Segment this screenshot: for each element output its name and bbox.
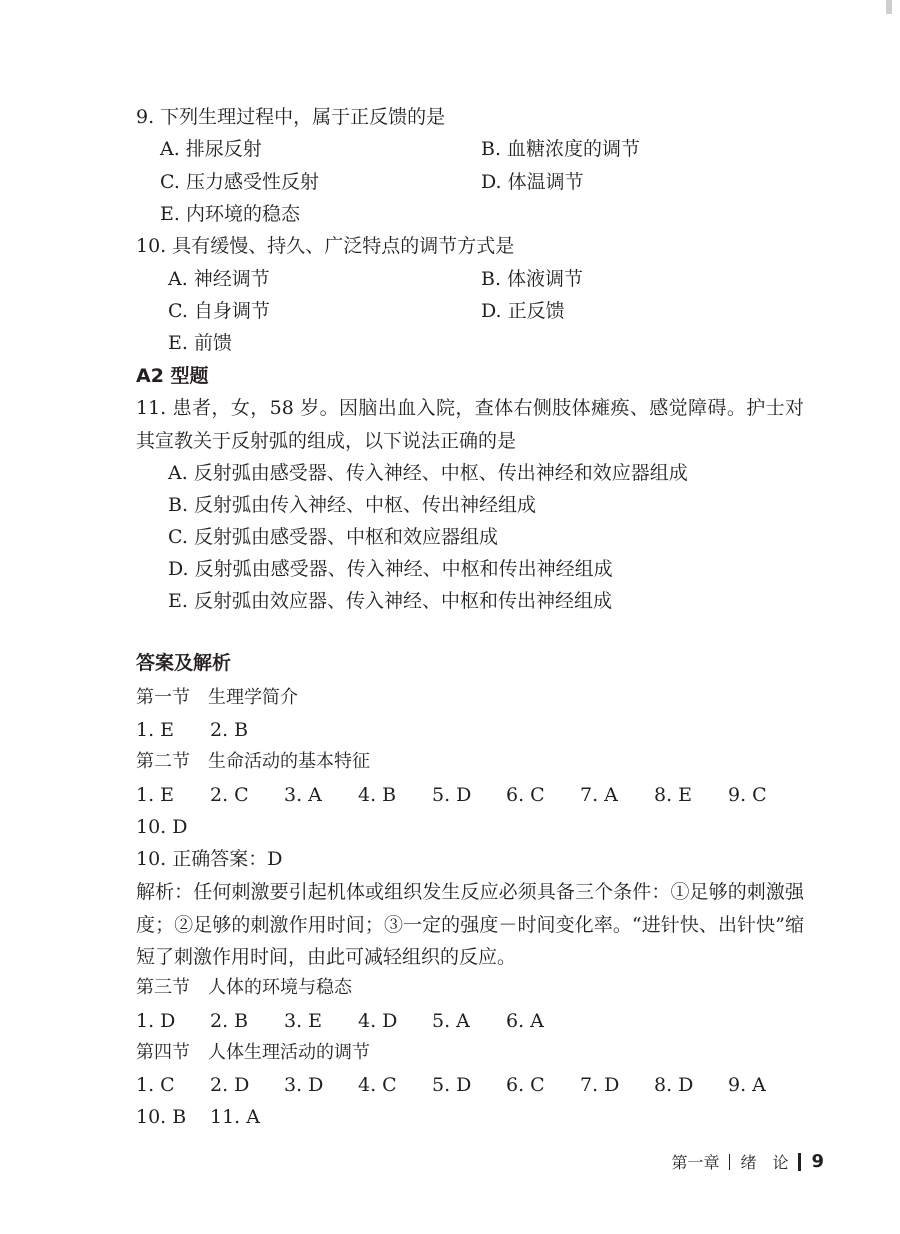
- q10-option-b: B. 体液调节: [481, 268, 584, 290]
- section-2-answers-row-2: [136, 811, 210, 843]
- q9-option-e: E. 内环境的稳态: [160, 203, 300, 225]
- answer-item: 6. C: [506, 1074, 545, 1096]
- q9-option-a: A. 排尿反射: [160, 138, 262, 160]
- answer-item: 7. A: [580, 784, 618, 806]
- q11-option-a: A. 反射弧由感受器、传入神经、中枢、传出神经和效应器组成: [168, 462, 688, 484]
- answer-item: 11. A: [210, 1106, 260, 1128]
- answer-item: 3. E: [284, 1010, 323, 1032]
- section-4-title: 第四节 人体生理活动的调节: [136, 1042, 370, 1063]
- q11-option-b: B. 反射弧由传入神经、中枢、传出神经组成: [168, 494, 537, 516]
- page-number: 9: [811, 1151, 824, 1172]
- section-4-answers-row-1: [136, 1069, 802, 1101]
- answer-item: 2. D: [210, 1074, 250, 1096]
- answer-item: 5. D: [432, 1074, 472, 1096]
- q10-option-d: D. 正反馈: [481, 300, 565, 322]
- answer-item: 5. A: [432, 1010, 470, 1032]
- answer-item: 1. E: [136, 719, 175, 741]
- a2-section-title: A2 型题: [136, 365, 209, 387]
- answers-title: 答案及解析: [136, 652, 232, 674]
- question-11-stem: 11. 患者，女，58 岁。因脑出血入院，查体右侧肢体瘫痪、感觉障碍。护士对其宣教关于反射弧的组成，以下说法正确的是: [136, 397, 804, 452]
- section-1-title: 第一节 生理学简介: [136, 687, 298, 708]
- q11-option-d: D. 反射弧由感受器、传入神经、中枢和传出神经组成: [168, 558, 613, 580]
- answer-item: 2. B: [210, 719, 249, 741]
- q10-option-e: E. 前馈: [168, 332, 232, 354]
- section-1-answers: [136, 714, 284, 746]
- q11-option-e: E. 反射弧由效应器、传入神经、中枢和传出神经组成: [168, 590, 612, 612]
- footer-divider-thick: [798, 1153, 801, 1171]
- q9-option-c: C. 压力感受性反射: [160, 171, 319, 193]
- q9-option-d: D. 体温调节: [481, 171, 584, 193]
- answer-item: 10. D: [136, 816, 188, 838]
- section-3-answers: [136, 1005, 580, 1037]
- answer-item: 9. A: [728, 1074, 766, 1096]
- section-4-answers-row-2: [136, 1101, 284, 1133]
- page-footer: [671, 1150, 824, 1173]
- q10-option-c: C. 自身调节: [168, 300, 270, 322]
- answer-item: 7. D: [580, 1074, 620, 1096]
- answer-item: 1. E: [136, 784, 175, 806]
- section-3-title: 第三节 人体的环境与稳态: [136, 977, 352, 998]
- footer-chapter-name: 绪 论: [740, 1153, 789, 1172]
- answer-item: 3. A: [284, 784, 322, 806]
- answer-item: 1. C: [136, 1074, 175, 1096]
- answer-item: 6. C: [506, 784, 545, 806]
- answer-item: 9. C: [728, 784, 767, 806]
- q10-option-a: A. 神经调节: [168, 268, 270, 290]
- answer-item: 4. B: [358, 784, 397, 806]
- explanation-answer: 10. 正确答案：D: [136, 848, 283, 870]
- answer-item: 6. A: [506, 1010, 544, 1032]
- answer-item: 10. B: [136, 1106, 187, 1128]
- q11-option-c: C. 反射弧由感受器、中枢和效应器组成: [168, 526, 498, 548]
- footer-divider: [729, 1154, 730, 1170]
- answer-item: 8. E: [654, 784, 693, 806]
- answer-item: 4. C: [358, 1074, 397, 1096]
- section-2-title: 第二节 生命活动的基本特征: [136, 751, 370, 772]
- section-2-answers-row-1: [136, 779, 802, 811]
- answer-item: 1. D: [136, 1010, 176, 1032]
- answer-item: 8. D: [654, 1074, 694, 1096]
- q9-option-b: B. 血糖浓度的调节: [481, 138, 641, 160]
- footer-chapter: 第一章: [671, 1153, 720, 1172]
- answer-item: 4. D: [358, 1010, 398, 1032]
- explanation-text: 解析：任何刺激要引起机体或组织发生反应必须具备三个条件：①足够的刺激强度；②足够的刺激作用时间；③一定的强度－时间变化率。“进针快、出针快”缩短了刺激作用时间，由此可减轻组织的反应。: [136, 881, 804, 968]
- answer-item: 3. D: [284, 1074, 324, 1096]
- answer-item: 2. B: [210, 1010, 249, 1032]
- question-10-stem: 10. 具有缓慢、持久、广泛特点的调节方式是: [136, 235, 515, 257]
- answer-item: 2. C: [210, 784, 249, 806]
- answer-item: 5. D: [432, 784, 472, 806]
- corner-mark: [886, 0, 892, 14]
- question-9-stem: 9. 下列生理过程中，属于正反馈的是: [136, 106, 446, 128]
